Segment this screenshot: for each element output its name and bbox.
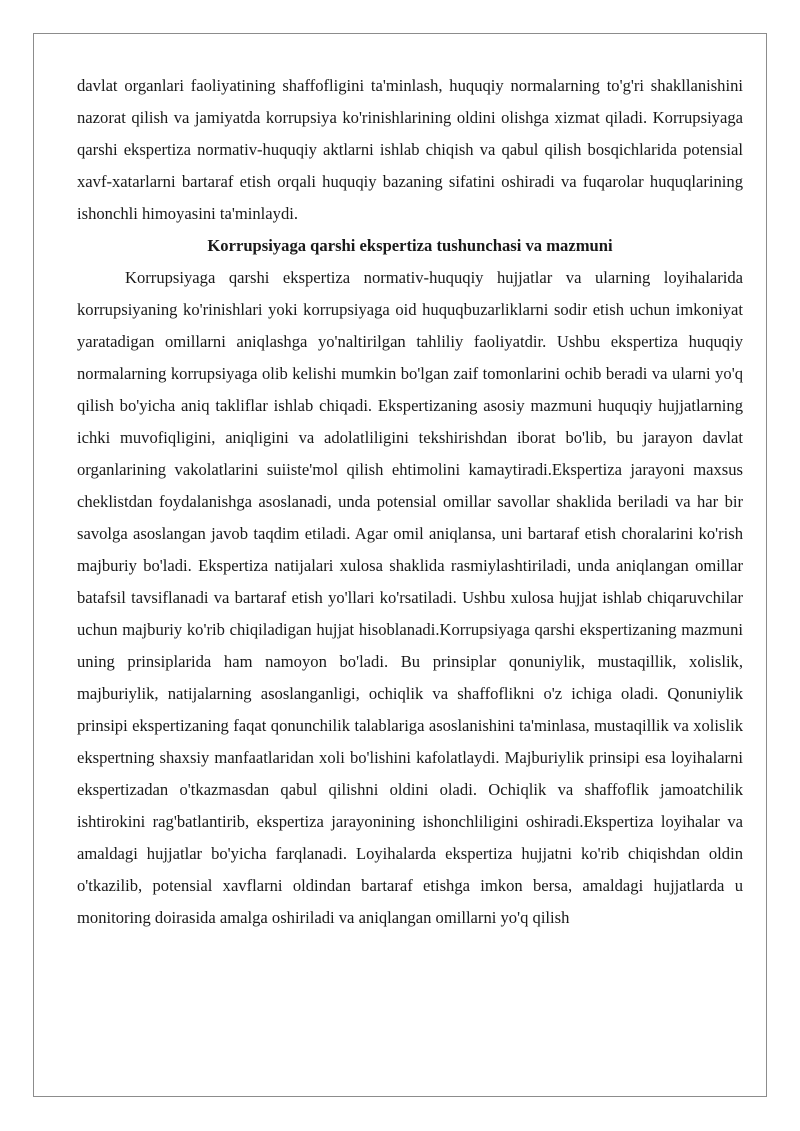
body-paragraph: Korrupsiyaga qarshi ekspertiza normativ-huquqiy hujjatlar va ularning loyihalarida korrupsiyaning ko'rinishlari yoki korrupsiyaga oid huquqbuzarliklarni sodir etish uchun imkoniyat yaratadigan omillarni aniqlashga yo'naltirilgan tahliliy faoliyatdir. Ushbu ekspertiza huquqiy normalarning korrupsiyaga olib kelishi mumkin bo'lgan zaif tomonlarini ochib beradi va ularni yo'q qilish bo'yicha aniq takliflar ishlab chiqadi. Ekspertizaning asosiy mazmuni huquqiy hujjatlarning ichki muvofiqligini, aniqligini va adolatliligini tekshirishdan iborat bo'lib, bu jarayon davlat organlarining vakolatlarini suiiste'mol qilish ehtimolini kamaytiradi.Ekspertiza jarayoni maxsus cheklistdan foydalanishga asoslanadi, unda potensial omillar savollar shaklida beriladi va har bir savolga asoslangan javob taqdim etiladi. Agar omil aniqlansa, uni bartaraf etish choralarini ko'rish majburiy bo'ladi. Ekspertiza natijalari xulosa shaklida rasmiylashtiriladi, unda aniqlangan omillar batafsil tavsiflanadi va bartaraf etish yo'llari ko'rsatiladi. Ushbu xulosa hujjat ishlab chiqaruvchilar uchun majburiy ko'rib chiqiladigan hujjat hisoblanadi.Korrupsiyaga qarshi ekspertizaning mazmuni uning prinsiplarida ham namoyon bo'ladi. Bu prinsiplar qonuniylik, mustaqillik, xolislik, majburiylik, natijalarning asoslanganligi, ochiqlik va shaffoflikni o'z ichiga oladi. Qonuniylik prinsipi ekspertizaning faqat qonunchilik talablariga asoslanishini ta'minlasa, mustaqillik va xolislik ekspertning shaxsiy manfaatlaridan xoli bo'lishini kafolatlaydi. Majburiylik prinsipi esa loyihalarni ekspertizadan o'tkazmasdan qabul qilishni oldini oladi. Ochiqlik va shaffoflik jamoatchilik ishtirokini rag'batlantirib, ekspertiza jarayonining ishonchliligini oshiradi.Ekspertiza loyihalar va amaldagi hujjatlar bo'yicha farqlanadi. Loyihalarda ekspertiza hujjatni ko'rib chiqishdan oldin o'tkazilib, potensial xavflarni oldindan bartaraf etishga imkon bersa, amaldagi hujjatlarda u monitoring doirasida amalga oshiriladi va aniqlangan omillarni yo'q qilish <box>77 268 743 927</box>
continuation-paragraph: davlat organlari faoliyatining shaffofligini ta'minlash, huquqiy normalarning to'g'ri shakllanishini nazorat qilish va jamiyatda korrupsiya ko'rinishlarining oldini olishga xizmat qiladi. Korrupsiyaga qarshi ekspertiza normativ-huquqiy aktlarni ishlab chiqish va qabul qilish bosqichlarida potensial xavf-xatarlarni bartaraf etish orqali huquqiy bazaning sifatini oshiradi va fuqarolar huquqlarining ishonchli himoyasini ta'minlaydi. <box>77 76 743 223</box>
document-body <box>77 70 743 934</box>
section-heading: Korrupsiyaga qarshi ekspertiza tushunchasi va mazmuni <box>207 236 613 255</box>
